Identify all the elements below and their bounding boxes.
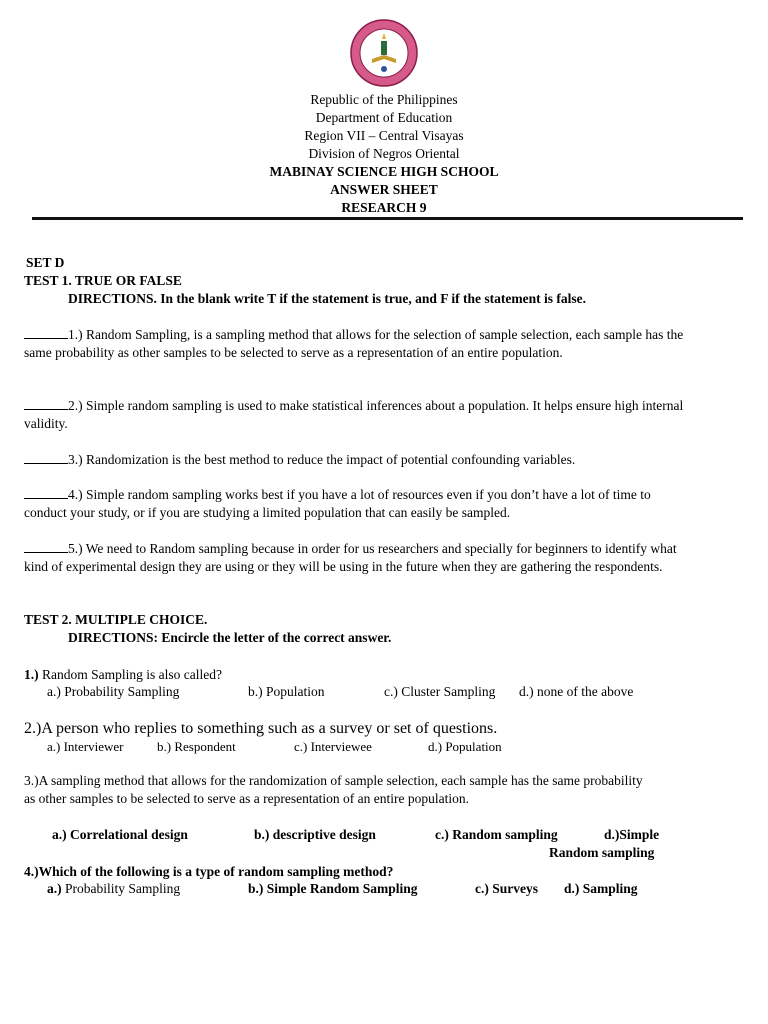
tf-item-4: 4.) Simple random sampling works best if you have a lot of resources even if you don’t have a lot of time to conduct your study, or if you are studying a limited population that can easily be sampled.: [24, 487, 651, 520]
q3-option-d-continued: Random sampling: [549, 845, 655, 860]
sheet-title: ANSWER SHEET: [330, 182, 438, 197]
mc-question-3: 3.)A sampling method that allows for the randomization of sample selection, each sample has the same probability as other samples to be selected to serve as a representation of an entire population.: [24, 773, 643, 806]
answer-blank[interactable]: [24, 452, 68, 464]
seal-icon: [350, 19, 418, 87]
header-line-4: Division of Negros Oriental: [308, 146, 460, 161]
school-name: MABINAY SCIENCE HIGH SCHOOL: [269, 164, 499, 179]
test1-title: TEST 1. TRUE OR FALSE: [24, 273, 182, 288]
header-line-2: Department of Education: [315, 110, 453, 125]
answer-blank[interactable]: [24, 398, 68, 410]
q2-option-c[interactable]: c.) Interviewee: [294, 739, 372, 754]
answer-blank[interactable]: [24, 541, 68, 553]
header-line-3: Region VII – Central Visayas: [304, 128, 464, 143]
tf-item-1: 1.) Random Sampling, is a sampling method that allows for the selection of sample selection, each sample has the same probability as other samples to be selected to serve as a representation of an entire population.: [24, 327, 684, 360]
q1-option-a[interactable]: a.) Probability Sampling: [47, 684, 180, 699]
q4-option-c[interactable]: c.) Surveys: [475, 881, 538, 896]
tf-item-5: 5.) We need to Random sampling because in order for us researchers and specially for beginners to identify what kind of experimental design they are using or they will be using in the future when they are gathering the respondents.: [24, 541, 677, 574]
q3-option-d[interactable]: d.)Simple: [604, 827, 660, 842]
subject-title: RESEARCH 9: [341, 200, 427, 215]
q4-option-a[interactable]: a.) Probability Sampling: [47, 881, 181, 896]
answer-blank[interactable]: [24, 487, 68, 499]
mc-question-1: 1.) Random Sampling is also called?: [24, 667, 222, 682]
q1-option-b[interactable]: b.) Population: [248, 684, 325, 699]
q2-option-d[interactable]: d.) Population: [428, 739, 502, 754]
answer-blank[interactable]: [24, 327, 68, 339]
q4-option-b[interactable]: b.) Simple Random Sampling: [248, 881, 418, 896]
test2-title: TEST 2. MULTIPLE CHOICE.: [24, 612, 208, 627]
q3-option-a[interactable]: a.) Correlational design: [52, 827, 188, 842]
test2-directions: DIRECTIONS: Encircle the letter of the correct answer.: [68, 630, 392, 645]
q1-option-c[interactable]: c.) Cluster Sampling: [384, 684, 496, 699]
q2-option-a[interactable]: a.) Interviewer: [47, 739, 124, 754]
q3-option-b[interactable]: b.) descriptive design: [254, 827, 376, 842]
mc-question-2: 2.)A person who replies to something such as a survey or set of questions.: [24, 720, 498, 737]
test1-directions: DIRECTIONS. In the blank write T if the statement is true, and F if the statement is false.: [68, 291, 586, 306]
set-label: SET D: [26, 255, 65, 270]
tf-item-3: 3.) Randomization is the best method to reduce the impact of potential confounding variables.: [24, 451, 684, 469]
tf-item-2: 2.) Simple random sampling is used to make statistical inferences about a population. It helps ensure high internal validity.: [24, 398, 684, 431]
q4-option-d[interactable]: d.) Sampling: [564, 881, 638, 896]
q1-option-d[interactable]: d.) none of the above: [519, 684, 634, 699]
header-divider: [32, 217, 743, 220]
header-line-1: Republic of the Philippines: [310, 92, 458, 107]
mc-question-4: 4.)Which of the following is a type of random sampling method?: [24, 864, 394, 879]
school-seal: [350, 19, 418, 87]
q3-option-c[interactable]: c.) Random sampling: [435, 827, 558, 842]
q2-option-b[interactable]: b.) Respondent: [157, 739, 236, 754]
